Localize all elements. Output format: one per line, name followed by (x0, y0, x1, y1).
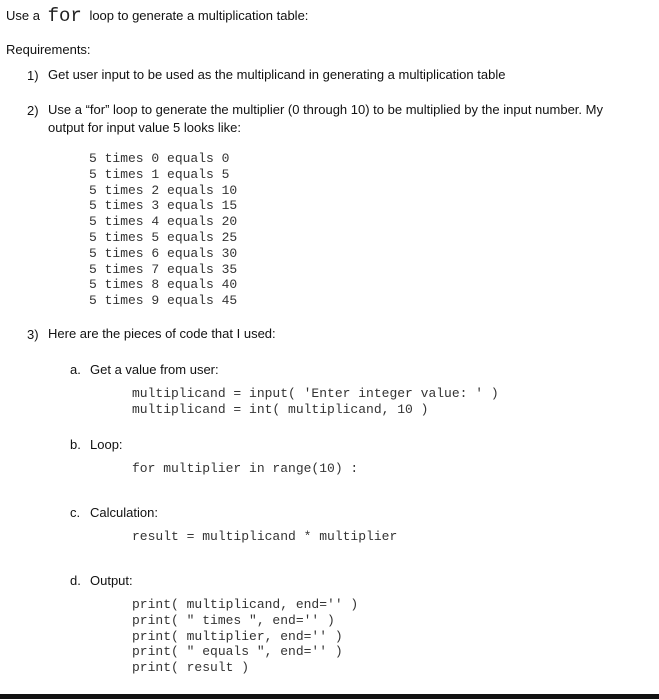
item-1-number: 1) (27, 68, 39, 83)
sub-item-d-text: Output: (90, 573, 133, 588)
sub-item-d-label: d. (70, 573, 81, 588)
item-3-text: Here are the pieces of code that I used: (48, 326, 276, 341)
sample-output-line: 5 times 6 equals 30 (89, 245, 238, 261)
sub-item-b-label: b. (70, 437, 81, 452)
code-line: result = multiplicand * multiplier (132, 529, 398, 544)
requirements-heading: Requirements: (6, 42, 91, 57)
sample-output (89, 151, 237, 309)
document-title (6, 4, 308, 26)
sample-output-line: 5 times 9 equals 45 (89, 293, 238, 309)
bottom-divider (0, 694, 659, 699)
code-line: print( multiplier, end='' ) (132, 628, 343, 644)
sub-item-a-text: Get a value from user: (90, 362, 219, 377)
item-2-text-line1: Use a “for” loop to generate the multiplier (0 through 10) to be multiplied by the input number. My (48, 102, 603, 117)
sample-output-line: 5 times 7 equals 35 (89, 261, 238, 277)
code-line: print( result ) (132, 660, 250, 676)
sample-output-line: 5 times 0 equals 0 (89, 151, 230, 166)
title-keyword: for (47, 5, 82, 27)
code-line: multiplicand = int( multiplicand, 10 ) (132, 401, 429, 417)
code-line: multiplicand = input( 'Enter integer value: ' ) (132, 386, 499, 401)
sub-item-b-text: Loop: (90, 437, 123, 452)
title-prefix: Use a (6, 8, 40, 23)
sub-item-c-text: Calculation: (90, 505, 158, 520)
sample-output-line: 5 times 5 equals 25 (89, 229, 238, 245)
code-line: print( " times ", end='' ) (132, 612, 335, 628)
code-block-input (132, 386, 499, 418)
code-line: print( " equals ", end='' ) (132, 644, 343, 660)
item-1-text: Get user input to be used as the multiplicand in generating a multiplication table (48, 67, 506, 82)
item-3-number: 3) (27, 327, 39, 342)
item-2-number: 2) (27, 103, 39, 118)
sample-output-line: 5 times 2 equals 10 (89, 182, 238, 198)
sample-output-line: 5 times 4 equals 20 (89, 214, 238, 230)
code-block-output (132, 597, 358, 676)
sub-item-a-label: a. (70, 362, 81, 377)
sample-output-line: 5 times 1 equals 5 (89, 166, 230, 182)
code-line: for multiplier in range(10) : (132, 461, 359, 476)
title-suffix: loop to generate a multiplication table: (89, 8, 309, 23)
code-line: print( multiplicand, end='' ) (132, 597, 359, 612)
sample-output-line: 5 times 8 equals 40 (89, 277, 238, 293)
code-block-calculation (132, 529, 397, 545)
sub-item-c-label: c. (70, 505, 81, 520)
code-block-loop (132, 461, 358, 477)
item-2-text-line2: output for input value 5 looks like: (48, 120, 241, 135)
sample-output-line: 5 times 3 equals 15 (89, 198, 238, 214)
